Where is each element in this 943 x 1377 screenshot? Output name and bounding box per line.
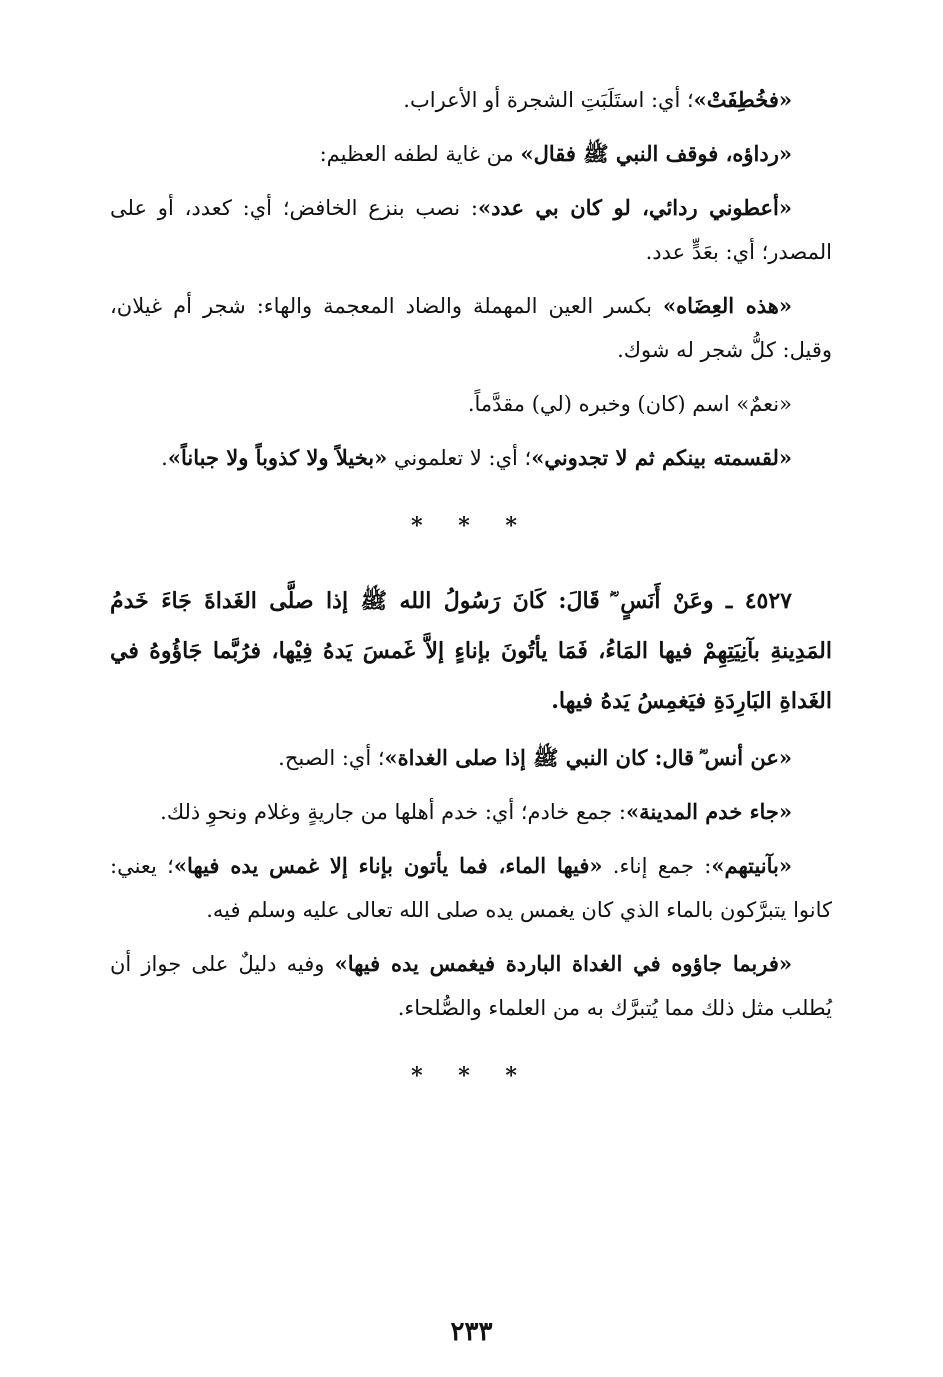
section-separator: * * * [411, 513, 531, 539]
commentary-paragraph [110, 132, 832, 176]
quoted-term: «فيها الماء، فما يأتون بإناء إلا غمس يده فيها» [173, 853, 603, 878]
explanation-text: «نعمٌ» اسم (كان) وخبره (لي) مقدَّماً. [467, 392, 792, 416]
commentary-paragraph [110, 382, 832, 426]
quoted-term: «فربما جاؤوه في الغداة الباردة فيغمس يده فيها» [334, 951, 792, 976]
hadith-text: ٤٥٢٧ ـ وعَنْ أَنَسٍ ؓ قَالَ: كَانَ رَسُولُ الله ﷺ إذا صلَّى الغَداةَ جَاءَ خَدمُ المَدِينةِ بآنِيَتِهِمْ فيها المَاءُ، فَمَا يأتُونَ بإناءٍ إلاَّ غَمسَ يَدهُ فِيْها، فرُبَّما جَاؤُوهُ في الغَداةِ البَارِدَةِ فيَغمِسُ يَدهُ فيها. [110, 588, 832, 714]
quoted-term: «عن أنس ؓ قال: كان النبي ﷺ إذا صلى الغداة» [384, 745, 792, 770]
commentary-paragraph [110, 436, 832, 480]
commentary-paragraph [110, 942, 832, 1030]
explanation-text: من غاية لطفه العظيم: [319, 142, 521, 166]
explanation-text: : نصب بنزع الخافض؛ أي: كعدد، أو على المصدر؛ أي: بعَدٍّ عدد. [110, 196, 832, 264]
explanation-text: ؛ أي: الصبح. [278, 746, 385, 770]
section-separator: * * * [411, 1063, 531, 1089]
explanation-text: وفيه دليلٌ على جواز أن يُطلب مثل ذلك مما يُتبرَّك به من العلماء والصُّلحاء. [110, 952, 832, 1020]
explanation-text: ؛ يعني: كانوا يتبرَّكون بالماء الذي كان يغمس يده صلى الله تعالى عليه وسلم فيه. [110, 854, 832, 922]
quoted-term: «لقسمته بينكم ثم لا تجدوني» [531, 445, 792, 470]
explanation-text: : جمع خادم؛ أي: خدم أهلها من جاريةٍ وغلام ونحوِ ذلك. [160, 800, 627, 824]
page-body [110, 78, 832, 1318]
explanation-text: ؛ أي: استَلَبَتِ الشجرة أو الأعراب. [403, 88, 694, 112]
quoted-term: «رداؤه، فوقف النبي ﷺ فقال» [520, 141, 792, 166]
quoted-term: «فخُطِفَتْ» [693, 87, 792, 112]
commentary-paragraph [110, 284, 832, 372]
explanation-text: . [161, 446, 168, 470]
commentary-paragraph [110, 844, 832, 932]
explanation-text: بكسر العين المهملة والضاد المعجمة والهاء: شجر أم غيلان، وقيل: كلُّ شجر له شوك. [110, 294, 832, 362]
explanation-text: : جمع إناء. [602, 854, 712, 878]
quoted-term: «هذه العِضَاه» [663, 293, 792, 318]
quoted-term: «أعطوني ردائي، لو كان بي عدد» [477, 195, 792, 220]
quoted-term: «بخيلاً ولا كذوباً ولا جباناً» [167, 445, 388, 470]
quoted-term: «جاء خدم المدينة» [626, 799, 792, 824]
page-number: ٢٣٣ [450, 1317, 493, 1347]
explanation-text: ؛ أي: لا تعلموني [387, 446, 532, 470]
commentary-paragraph [110, 78, 832, 122]
commentary-paragraph [110, 736, 832, 780]
commentary-paragraph [110, 790, 832, 834]
commentary-paragraph [110, 186, 832, 274]
quoted-term: «بآنيتهم» [711, 853, 793, 878]
